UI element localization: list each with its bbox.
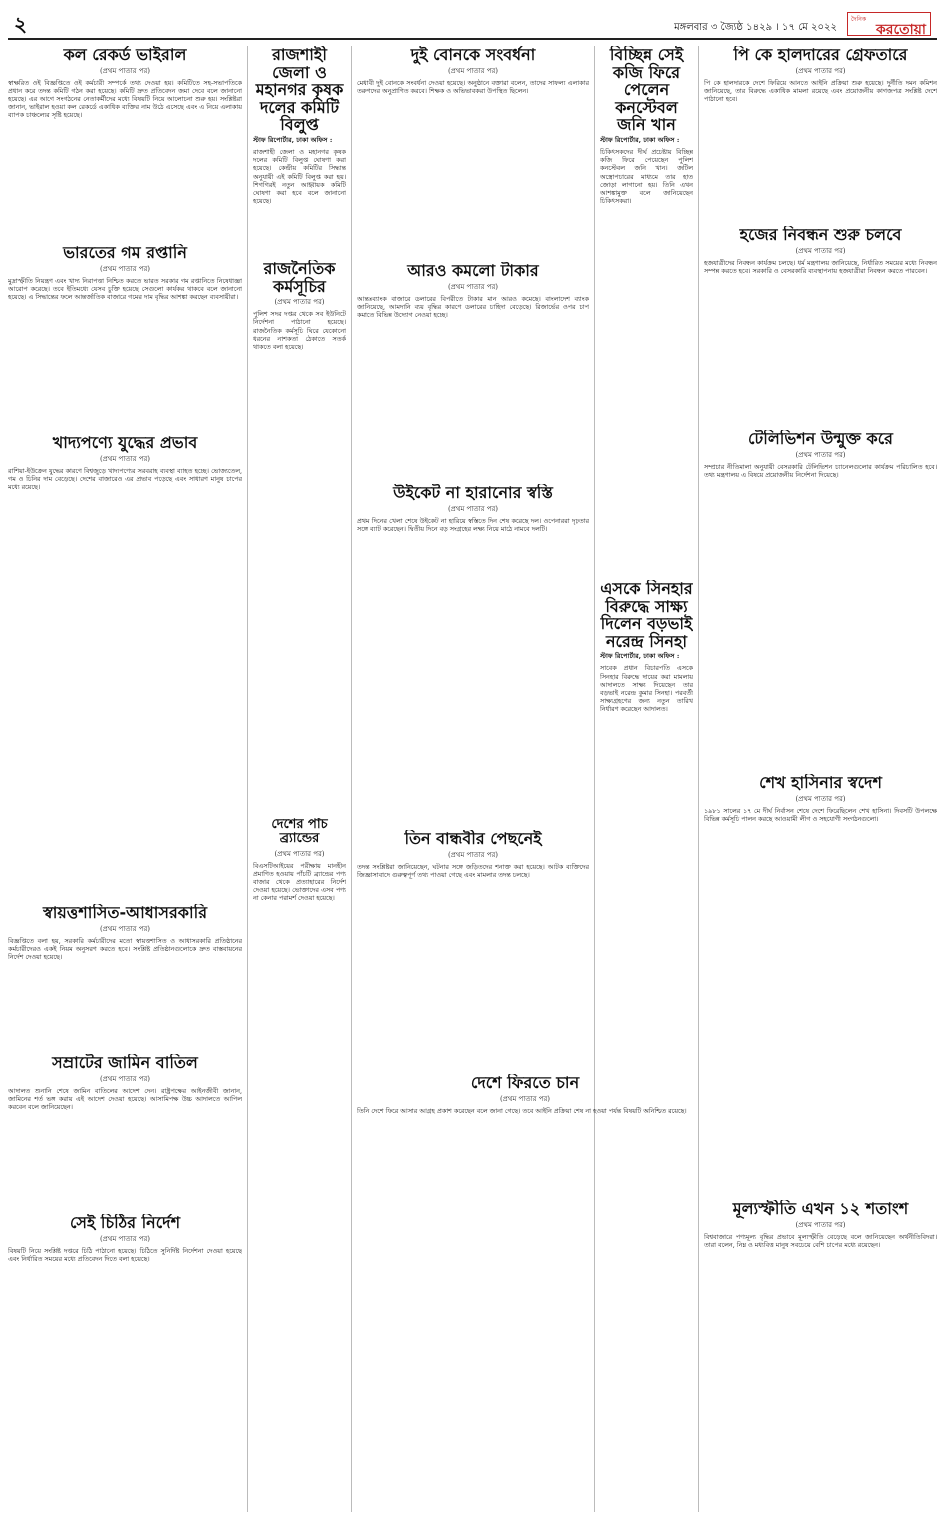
story bbox=[8, 904, 242, 1046]
headline: শেখ হাসিনার স্বদেশ bbox=[759, 774, 882, 792]
story bbox=[357, 46, 589, 254]
page-number: ২ bbox=[14, 12, 28, 36]
story-ref: (প্রথম পাতার পর) bbox=[795, 66, 846, 75]
headline: সম্রাটের জামিন বাতিল bbox=[52, 1054, 198, 1072]
story-body: রাশিয়া-ইউক্রেন যুদ্ধের কারণে বিশ্বজুড়ে খাদ্যপণ্যের সরবরাহ ব্যবস্থা ব্যাহত হচ্ছে। ভোজ্যতেল, গম ও চিনির দাম বেড়েছে। দেশের বাজারেও এর প্রভাব পড়েছে এবং সাধারণ মানুষ চাপের মধ্যে রয়েছে। bbox=[8, 466, 242, 491]
story bbox=[357, 484, 589, 822]
story-body: ১৯৮১ সালের ১৭ মে দীর্ঘ নির্বাসন শেষে দেশে ফিরেছিলেন শেখ হাসিনা। দিবসটি উপলক্ষে বিভিন্ন কর্মসূচি পালন করছে আওয়ামী লীগ ও সহযোগী সংগঠনগুলো। bbox=[704, 806, 937, 823]
byline: স্টাফ রিপোর্টার, ঢাকা অফিস : bbox=[253, 135, 333, 144]
story bbox=[600, 46, 693, 572]
headline: দুই বোনকে সংবর্ধনা bbox=[410, 46, 536, 64]
story-body: পি কে হালদারকে দেশে ফিরিয়ে আনতে আইনি প্রক্রিয়া শুরু হয়েছে। দুর্নীতি দমন কমিশন জানিয়েছে, তার বিরুদ্ধে একাধিক মামলা রয়েছে এবং প্রয়োজনীয় কাগজপত্র সংশ্লিষ্ট দেশে পাঠানো হবে। bbox=[704, 78, 937, 103]
story-body: পুলিশ সদর দপ্তর থেকে সব ইউনিটে নির্দেশনা পাঠানো হয়েছে। রাজনৈতিক কর্মসূচি ঘিরে যেকোনো ধরনের নাশকতা ঠেকাতে সতর্ক থাকতে বলা হয়েছে। bbox=[253, 310, 346, 351]
story-body: চিকিৎসকদের দীর্ঘ প্রচেষ্টায় বিচ্ছিন্ন কজি ফিরে পেয়েছেন পুলিশ কনস্টেবল জনি খান। জটিল অস্ত্রোপচারের মাধ্যমে তার হাত জোড়া লাগানো হয়। তিনি এখন আশঙ্কামুক্ত বলে জানিয়েছেন চিকিৎসকরা। bbox=[600, 147, 693, 206]
story bbox=[357, 1074, 693, 1512]
story-body: আন্তঃব্যাংক বাজারে ডলারের বিপরীতে টাকার মান আরও কমেছে। বাংলাদেশ ব্যাংক জানিয়েছে, আমদানি ব্যয় বৃদ্ধির কারণে ডলারের চাহিদা বেড়েছে। রিজার্ভের ওপর চাপ কমাতে বিভিন্ন উদ্যোগ নেওয়া হচ্ছে। bbox=[357, 294, 589, 319]
headline: দেশে ফিরতে চান bbox=[470, 1074, 580, 1092]
story bbox=[8, 434, 242, 896]
story-ref: (প্রথম পাতার পর) bbox=[99, 1234, 151, 1243]
story-body: হজযাত্রীদের নিবন্ধন কার্যক্রম চলছে। ধর্ম মন্ত্রণালয় জানিয়েছে, নির্ধারিত সময়ের মধ্যে নিবন্ধন সম্পন্ন করতে হবে। সরকারি ও বেসরকারি ব্যবস্থাপনায় হজযাত্রীরা নিবন্ধন করতে পারবেন। bbox=[704, 258, 937, 275]
headline: রাজনৈতিক কর্মসূচির bbox=[263, 260, 336, 296]
headline: টেলিভিশন উন্মুক্ত করে bbox=[748, 430, 893, 448]
story bbox=[253, 260, 346, 810]
story bbox=[704, 430, 937, 766]
story-ref: (প্রথম পাতার পর) bbox=[99, 454, 151, 463]
headline: স্বায়ত্তশাসিত-আধাসরকারি bbox=[43, 904, 207, 922]
story-body: স্বাক্ষরিত ওই বিজ্ঞপ্তিতে ওই কর্মচারী সম্পর্কে তথ্য দেওয়া হয়। কমিটিতে সহ-সভাপতিকে প্রধান করে তদন্ত কমিটি গঠন করা হয়েছে। কমিটি দ্রুত প্রতিবেদন জমা দেবে বলে জানানো হয়েছে। এর আগে সংগঠনের নেতাকর্মীদের মধ্যে বিষয়টি নিয়ে আলোচনা শুরু হয়। সংশ্লিষ্টরা জানান, ভাইরাল হওয়া কল রেকর্ডে একাধিক ব্যক্তির নাম উঠে এসেছে এবং এ নিয়ে এলাকায় ব্যাপক চাঞ্চল্যের সৃষ্টি হয়েছে। bbox=[8, 78, 242, 120]
story bbox=[704, 46, 937, 218]
story bbox=[253, 818, 346, 1512]
story-body: আদালত শুনানি শেষে জামিন বাতিলের আদেশ দেন। রাষ্ট্রপক্ষের আইনজীবী জানান, জামিনের শর্ত ভঙ্গ করায় এই আদেশ দেওয়া হয়েছে। আসামিপক্ষ উচ্চ আদালতে আপিল করবেন বলে জানিয়েছেন। bbox=[8, 1086, 242, 1111]
headline: দেশের পাঁচ ব্র্যান্ডের bbox=[271, 818, 328, 847]
story-body: তদন্ত সংশ্লিষ্টরা জানিয়েছেন, ঘটনার সঙ্গে জড়িতদের শনাক্ত করা হয়েছে। আটক ব্যক্তিদের জিজ্ঞাসাবাদে গুরুত্বপূর্ণ তথ্য পাওয়া গেছে এবং মামলার তদন্ত চলছে। bbox=[357, 862, 589, 879]
story bbox=[704, 1200, 937, 1512]
story-body: প্রথম দিনের খেলা শেষে উইকেট না হারিয়ে স্বস্তিতে দিন শেষ করেছে দল। ওপেনাররা দৃঢ়তার সঙ্গে ব্যাট করেছেন। দ্বিতীয় দিনে বড় সংগ্রহের লক্ষ্য নিয়ে মাঠে নামবে দলটি। bbox=[357, 516, 589, 533]
story-ref: (প্রথম পাতার পর) bbox=[99, 264, 151, 273]
story-ref: (প্রথম পাতার পর) bbox=[795, 450, 846, 459]
story-body: রাজশাহী জেলা ও মহানগর কৃষক দলের কমিটি বিলুপ্ত ঘোষণা করা হয়েছে। কেন্দ্রীয় কমিটির সিদ্ধান্ত অনুযায়ী এই কমিটি বিলুপ্ত করা হয়। শিগগিরই নতুন আহ্বায়ক কমিটি ঘোষণা করা হবে বলে জানানো হয়েছে। bbox=[253, 147, 346, 206]
story bbox=[704, 774, 937, 1192]
story bbox=[357, 262, 589, 476]
story bbox=[8, 46, 242, 236]
story-ref: (প্রথম পাতার পর) bbox=[99, 66, 151, 75]
column-rule bbox=[247, 46, 248, 1512]
byline: স্টাফ রিপোর্টার, ঢাকা অফিস : bbox=[600, 652, 680, 661]
logo-tagline: দৈনিক bbox=[851, 16, 867, 23]
story-body: মুদ্রাস্ফীতি নিয়ন্ত্রণ এবং খাদ্য নিরাপত্তা নিশ্চিত করতে ভারত সরকার গম রপ্তানিতে নিষেধাজ্ঞা আরোপ করেছে। তবে ইতিমধ্যে যেসব চুক্তি হয়েছে সেগুলো কার্যকর থাকবে বলে জানানো হয়েছে। এ সিদ্ধান্তের ফলে আন্তর্জাতিক বাজারে গমের দাম বৃদ্ধির আশঙ্কা করছেন ব্যবসায়ীরা। bbox=[8, 276, 242, 301]
headline: তিন বান্ধবীর পেছনেই bbox=[404, 830, 542, 848]
headline: আরও কমলো টাকার bbox=[407, 262, 539, 280]
headline: ভারতের গম রপ্তানি bbox=[63, 244, 187, 262]
headline: মূল্যস্ফীতি এখন ১২ শতাংশ bbox=[732, 1200, 909, 1218]
headline: খাদ্যপণ্যে যুদ্ধের প্রভাব bbox=[52, 434, 198, 452]
story-body: তিনি দেশে ফিরে আসার আগ্রহ প্রকাশ করেছেন বলে জানা গেছে। তবে আইনি প্রক্রিয়া শেষ না হওয়া পর্যন্ত বিষয়টি অনিশ্চিত রয়েছে। bbox=[357, 1106, 687, 1115]
story-body: সম্প্রচার নীতিমালা অনুযায়ী বেসরকারি টেলিভিশন চ্যানেলগুলোর কার্যক্রম পরিচালিত হবে। তথ্য মন্ত্রণালয় এ বিষয়ে প্রয়োজনীয় নির্দেশনা দিয়েছে। bbox=[704, 462, 937, 479]
story-ref: (প্রথম পাতার পর) bbox=[499, 1094, 551, 1103]
newspaper-logo bbox=[847, 12, 931, 36]
masthead bbox=[8, 6, 937, 40]
logo-title: করতোয়া bbox=[876, 22, 926, 38]
story bbox=[600, 580, 693, 1066]
story-body: সাবেক প্রধান বিচারপতি এসকে সিনহার বিরুদ্ধে দায়ের করা মামলায় আদালতে সাক্ষ্য দিয়েছেন তার বড়ভাই নরেন্দ্র কুমার সিনহা। পরবর্তী সাক্ষ্যগ্রহণের জন্য নতুন তারিখ নির্ধারণ করেছেন আদালত। bbox=[600, 664, 693, 714]
story bbox=[8, 1214, 242, 1512]
story-body: বিশ্ববাজারে পণ্যমূল্য বৃদ্ধির প্রভাবে মূল্যস্ফীতি বেড়েছে বলে জানিয়েছেন অর্থনীতিবিদরা। তারা বলেন, নিম্ন ও মধ্যবিত্ত মানুষ সবচেয়ে বেশি চাপের মধ্যে রয়েছেন। bbox=[704, 1232, 937, 1249]
headline: উইকেট না হারানোর স্বস্তি bbox=[393, 484, 553, 502]
story bbox=[253, 46, 346, 252]
dateline: মঙ্গলবার ৩ জ্যৈষ্ঠ ১৪২৯ । ১৭ মে ২০২২ bbox=[674, 22, 837, 33]
story-body: মেধাবী দুই বোনকে সংবর্ধনা দেওয়া হয়েছে। অনুষ্ঠানে বক্তারা বলেন, তাদের সাফল্য এলাকার তরুণদের অনুপ্রাণিত করবে। শিক্ষক ও অভিভাবকরা উপস্থিত ছিলেন। bbox=[357, 78, 589, 95]
story-ref: (প্রথম পাতার পর) bbox=[447, 850, 499, 859]
story bbox=[8, 1054, 242, 1206]
headline: সেই চিঠির নির্দেশ bbox=[69, 1214, 181, 1232]
story bbox=[357, 830, 589, 1066]
story-ref: (প্রথম পাতার পর) bbox=[795, 246, 846, 255]
story-ref: (প্রথম পাতার পর) bbox=[447, 282, 499, 291]
story-ref: (প্রথম পাতার পর) bbox=[447, 504, 499, 513]
story-ref: (প্রথম পাতার পর) bbox=[274, 849, 325, 858]
story bbox=[8, 244, 242, 426]
headline: হজের নিবন্ধন শুরু চলবে bbox=[739, 226, 902, 244]
column-rule bbox=[351, 46, 352, 1512]
headline: রাজশাহী জেলা ও মহানগর কৃষক দলের কমিটি বিলুপ্ত bbox=[255, 46, 344, 135]
story bbox=[704, 226, 937, 422]
story-ref: (প্রথম পাতার পর) bbox=[99, 1074, 151, 1083]
story-ref: (প্রথম পাতার পর) bbox=[274, 298, 325, 307]
headline: কল রেকর্ড ভাইরাল bbox=[63, 46, 187, 64]
headline: এসকে সিনহার বিরুদ্ধে সাক্ষ্য দিলেন বড়ভাই নরেন্দ্র সিনহা bbox=[600, 580, 693, 651]
story-body: বিএসটিআইয়ের পরীক্ষায় মানহীন প্রমাণিত হওয়ায় পাঁচটি ব্র্যান্ডের পণ্য বাজার থেকে প্রত্যাহারের নির্দেশ দেওয়া হয়েছে। ভোক্তাদের এসব পণ্য না কেনার পরামর্শ দেওয়া হয়েছে। bbox=[253, 861, 346, 903]
newspaper-page bbox=[8, 6, 937, 1513]
headline: পি কে হালদারের গ্রেফতারে bbox=[733, 46, 908, 64]
story-ref: (প্রথম পাতার পর) bbox=[795, 1220, 846, 1229]
story-body: বিজ্ঞপ্তিতে বলা হয়, সরকারি কর্মচারীদের মতো স্বায়ত্তশাসিত ও আধাসরকারি প্রতিষ্ঠানের কর্মচারীদেরও একই নিয়ম অনুসরণ করতে হবে। সংশ্লিষ্ট প্রতিষ্ঠানগুলোকে দ্রুত বাস্তবায়নের নির্দেশ দেওয়া হয়েছে। bbox=[8, 936, 242, 961]
story-ref: (প্রথম পাতার পর) bbox=[447, 66, 499, 75]
story-body: বিষয়টি নিয়ে সংশ্লিষ্ট দপ্তরে চিঠি পাঠানো হয়েছে। চিঠিতে সুনির্দিষ্ট নির্দেশনা দেওয়া হয়েছে এবং নির্ধারিত সময়ের মধ্যে প্রতিবেদন দিতে বলা হয়েছে। bbox=[8, 1246, 242, 1263]
story-ref: (প্রথম পাতার পর) bbox=[99, 924, 151, 933]
byline: স্টাফ রিপোর্টার, ঢাকা অফিস : bbox=[600, 135, 680, 144]
story-ref: (প্রথম পাতার পর) bbox=[795, 794, 846, 803]
column-rule bbox=[698, 46, 699, 1512]
headline: বিচ্ছিন্ন সেই কজি ফিরে পেলেন কনস্টেবল জনি খান bbox=[609, 46, 684, 135]
